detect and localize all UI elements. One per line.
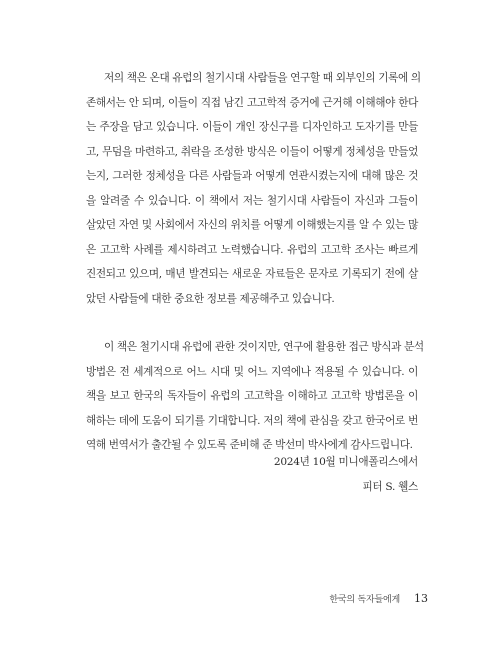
text-line: 이 책은 철기시대 유럽에 관한 것이지만, 연구에 활용한 접근 방식과 분석: [104, 341, 424, 353]
paragraph-1: [86, 66, 421, 311]
paragraph-2: [86, 335, 424, 458]
page-number: 13: [414, 592, 428, 605]
signature-date-place: 2024년 10월 미니애폴리스에서: [273, 456, 418, 468]
text-line: 저의 책은 온대 유럽의 철기시대 사람들을 연구할 때 외부인의 기록에 의: [104, 72, 421, 84]
signature-block: [274, 450, 418, 499]
text-line: 해하는 데에 도움이 되기를 기대합니다. 저의 책에 관심을 갖고 한국어로 번: [86, 414, 418, 427]
text-line: 존해서는 안 되며, 이들이 직접 남긴 고고학적 증거에 근거해 이해해야 한다: [86, 96, 418, 109]
text-line: 살았던 자연 및 사회에서 자신의 위치를 어떻게 이해했는지를 알 수 있는 많: [86, 219, 418, 231]
text-line: 았던 사람들에 대한 중요한 정보를 제공해주고 있습니다.: [86, 292, 335, 305]
paragraph-spacer: [86, 311, 418, 335]
text-line: 역해 번역서가 출간될 수 있도록 준비해 준 박선미 박사에게 감사드립니다.: [86, 439, 413, 451]
preface-body: [86, 66, 424, 458]
signature-author: 피터 S. 웰스: [362, 480, 418, 493]
page-footer: [329, 592, 428, 605]
text-line: 방법은 전 세계적으로 어느 시대 및 어느 지역에나 적용될 수 있습니다. 이: [86, 365, 418, 378]
text-line: 진전되고 있으며, 매년 발견되는 새로운 자료들은 문자로 기록되기 전에 살: [86, 268, 418, 280]
text-line: 고, 무덤을 마련하고, 취락을 조성한 방식은 이들이 어떻게 정체성을 만들었: [86, 145, 418, 158]
text-line: 는지, 그러한 정체성을 다른 사람들과 어떻게 연관시켰는지에 대해 많은 것: [86, 170, 418, 182]
text-line: 은 고고학 사례를 제시하려고 노력했습니다. 유럽의 고고학 조사는 빠르게: [86, 243, 418, 256]
text-line: 책을 보고 한국의 독자들이 유럽의 고고학을 이해하고 고고학 방법론을 이: [86, 390, 418, 402]
text-line: 는 주장을 담고 있습니다. 이들이 개인 장신구를 디자인하고 도자기를 만들: [86, 121, 418, 133]
text-line: 을 알려줄 수 있습니다. 이 책에서 저는 철기시대 사람들이 자신과 그들이: [86, 194, 418, 207]
running-head: 한국의 독자들에게: [329, 595, 400, 605]
